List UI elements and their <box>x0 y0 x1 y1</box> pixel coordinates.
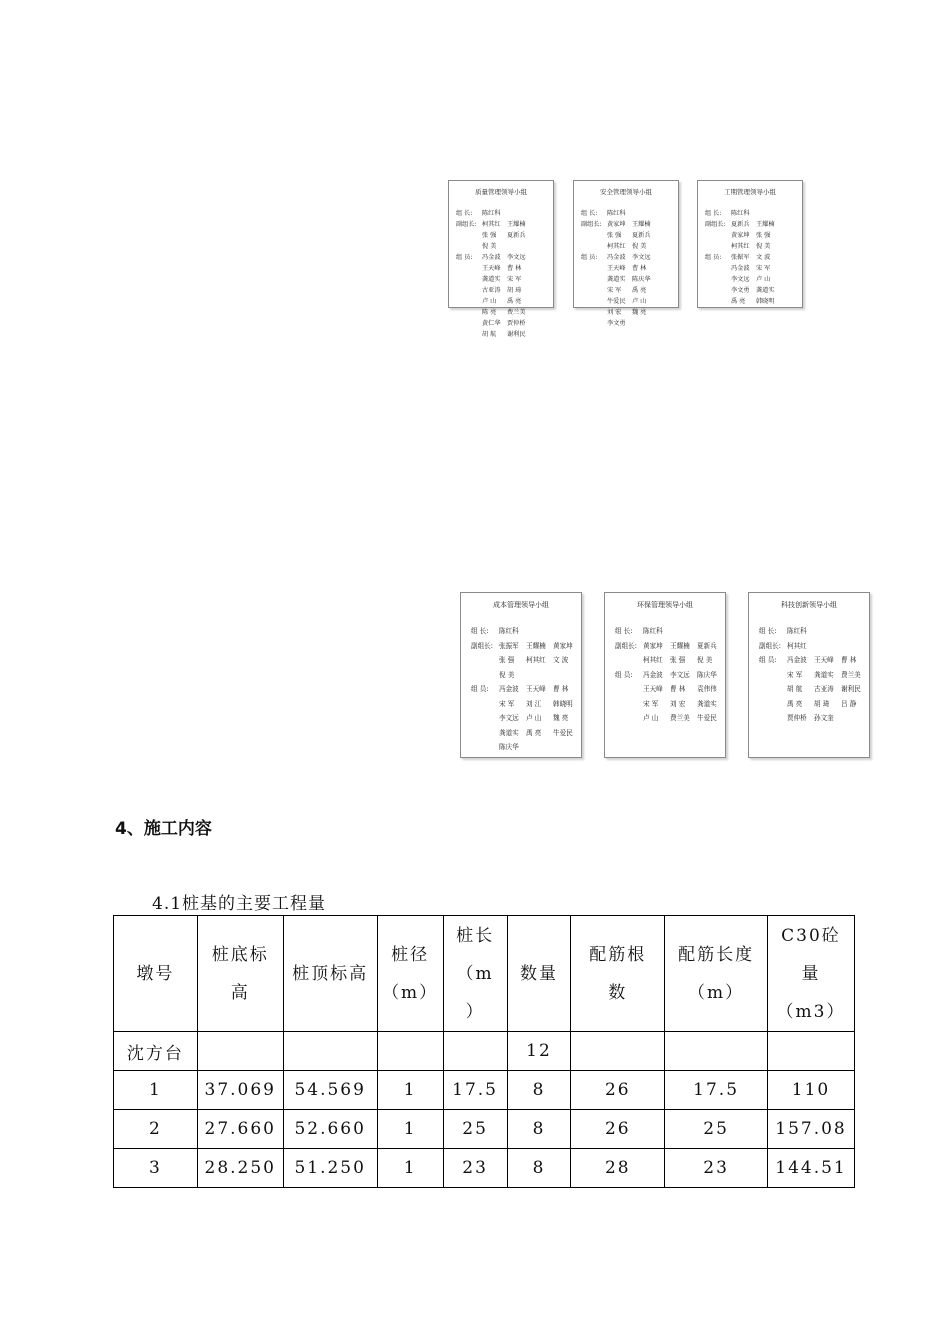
group-member-name: 张振军 <box>731 254 750 261</box>
group-role-row <box>698 208 802 219</box>
group-role-label: 组 长: <box>759 627 777 635</box>
group-member-name: 谢利民 <box>841 685 861 693</box>
header-line: 量 <box>801 963 821 984</box>
group-member-name: 李文勇 <box>607 320 626 327</box>
group-member-list <box>607 208 678 219</box>
group-role-row <box>574 208 678 219</box>
table-cell <box>377 1032 443 1071</box>
group-member-name: 张 强 <box>607 232 622 239</box>
table-row <box>114 1032 855 1071</box>
group-member-name: 柯其红 <box>607 243 626 250</box>
group-member-name: 陈庆华 <box>499 743 519 751</box>
group-member-name: 禹 亮 <box>526 728 542 737</box>
table-cell: 23 <box>665 1149 768 1188</box>
group-member-name: 贾仲桥 <box>507 320 526 327</box>
group-member-name: 龚道实 <box>697 699 717 708</box>
table-header-row <box>114 916 855 1032</box>
group-member-name: 陈红科 <box>643 627 663 635</box>
group-member-name: 魏 亮 <box>553 714 569 722</box>
table-header-cell <box>283 916 377 1032</box>
table-cell: 54.569 <box>283 1071 377 1110</box>
group-member-name: 王耀楠 <box>507 221 526 228</box>
table-header-cell <box>768 916 855 1032</box>
header-line: 桩顶标高 <box>292 963 369 984</box>
group-member-list <box>787 624 869 639</box>
group-member-name: 倪 美 <box>697 656 713 664</box>
group-member-name: 陈红科 <box>482 210 501 217</box>
group-member-name: 卢 山 <box>643 714 659 722</box>
group-member-name: 柯其红 <box>643 656 663 664</box>
table-cell: 1 <box>377 1149 443 1188</box>
group-member-name: 黄家坤 <box>553 641 573 650</box>
group-member-name: 卢 山 <box>756 276 771 283</box>
group-member-name: 龚道实 <box>482 276 501 283</box>
header-line: （m3） <box>776 1001 846 1022</box>
group-member-name: 韩晓明 <box>553 699 573 708</box>
group-role-row <box>449 208 553 219</box>
group-member-list <box>643 639 725 668</box>
group-member-name: 夏新兵 <box>697 641 717 650</box>
header-line: （m） <box>688 982 745 1003</box>
group-member-name: 王耀楠 <box>526 641 546 650</box>
group-member-name: 张 强 <box>756 232 771 239</box>
table-cell <box>571 1032 665 1071</box>
group-member-name: 牛爱民 <box>607 298 626 305</box>
group-member-name: 古亚涛 <box>814 685 834 693</box>
group-member-name: 冯金波 <box>643 670 663 679</box>
group-member-name: 王耀楠 <box>632 221 651 228</box>
group-member-name: 龚道实 <box>814 670 834 679</box>
table-cell: 26 <box>571 1071 665 1110</box>
group-member-name: 王耀楠 <box>756 221 775 228</box>
group-member-name: 柯其红 <box>482 221 501 228</box>
group-member-name: 王天峰 <box>814 656 834 664</box>
group-member-name: 柯其红 <box>731 243 750 250</box>
table-cell: 1 <box>377 1110 443 1149</box>
group-member-name: 李文远 <box>731 276 750 283</box>
group-member-name: 李文远 <box>499 714 519 722</box>
group-member-name: 冯金波 <box>787 656 807 664</box>
group-member-name: 牛爱民 <box>697 714 717 722</box>
header-line: 配筋长度 <box>678 944 755 965</box>
group-member-list <box>643 668 725 726</box>
group-member-name: 牛爱民 <box>553 728 573 737</box>
table-header-cell <box>665 916 768 1032</box>
group-member-name: 陈红科 <box>731 210 750 217</box>
group-member-name: 谢利民 <box>507 331 526 338</box>
group-role-row <box>749 639 869 654</box>
group-member-name: 黄家坤 <box>643 641 663 650</box>
header-line: 数 <box>608 982 628 1003</box>
table-cell: 1 <box>377 1071 443 1110</box>
group-member-name: 胡 琦 <box>814 699 830 708</box>
table-cell: 27.660 <box>197 1110 283 1149</box>
group-member-name: 倪 美 <box>632 243 647 250</box>
group-role-row <box>698 219 802 252</box>
header-line: 桩底标 <box>211 944 269 965</box>
table-cell: 144.51 <box>768 1149 855 1188</box>
header-line: C30砼 <box>781 925 841 946</box>
group-role-row <box>605 624 725 639</box>
group-member-name: 孙文奎 <box>814 714 834 722</box>
header-line: 墩号 <box>136 963 175 984</box>
group-member-name: 陈红科 <box>607 210 626 217</box>
header-line: 高 <box>230 982 250 1003</box>
group-role-label: 组 员: <box>456 254 473 261</box>
group-member-name: 张振军 <box>499 641 519 650</box>
group-member-name: 陈庆华 <box>697 670 717 679</box>
table-header-cell <box>114 916 198 1032</box>
group-member-name: 曹 林 <box>553 685 569 693</box>
group-member-list <box>482 208 553 219</box>
table-header-cell <box>571 916 665 1032</box>
table-cell: 2 <box>114 1110 198 1149</box>
group-member-name: 宋 军 <box>507 276 522 283</box>
group-member-list <box>787 639 869 654</box>
group-member-name: 李文勇 <box>731 287 750 294</box>
group-member-name: 王天峰 <box>482 265 501 272</box>
group-member-name: 夏新兵 <box>731 221 750 228</box>
table-header-cell <box>507 916 571 1032</box>
group-member-list <box>607 252 678 329</box>
safety-group-box <box>573 180 679 327</box>
group-role-label: 组 长: <box>705 210 722 217</box>
table-cell: 23 <box>443 1149 507 1188</box>
group-role-label: 副组长: <box>705 221 726 228</box>
group-member-name: 卢 山 <box>526 714 542 722</box>
group-member-list <box>607 219 678 252</box>
table-cell: 28 <box>571 1149 665 1188</box>
group-role-label: 组 员: <box>471 685 489 693</box>
table-cell: 51.250 <box>283 1149 377 1188</box>
group-member-list <box>499 624 581 639</box>
group-member-name: 费兰美 <box>670 714 690 722</box>
group-member-name: 李文远 <box>670 670 690 679</box>
group-member-name: 张 强 <box>499 656 515 664</box>
header-line: 数量 <box>519 963 558 984</box>
group-role-row <box>461 624 581 639</box>
group-member-list <box>499 682 581 755</box>
pile-quantity-table <box>113 915 855 1188</box>
group-role-label: 副组长: <box>759 641 782 650</box>
table-cell: 25 <box>665 1110 768 1149</box>
group-member-name: 黄仁华 <box>482 320 501 327</box>
group-member-name: 柯其红 <box>787 641 807 650</box>
group-member-name: 文 波 <box>553 656 569 664</box>
group-member-name: 冯金波 <box>499 685 519 693</box>
group-role-row <box>749 624 869 639</box>
group-member-name: 龚道实 <box>499 728 519 737</box>
group-member-name: 陈红科 <box>499 627 519 635</box>
group-member-name: 费兰美 <box>841 670 861 679</box>
group-member-name: 李文远 <box>507 254 526 261</box>
table-cell <box>197 1032 283 1071</box>
group-member-name: 陈庆华 <box>632 276 651 283</box>
table-cell <box>768 1032 855 1071</box>
group-member-name: 费兰美 <box>507 309 526 316</box>
group-member-list <box>482 219 553 252</box>
table-cell: 沈方台 <box>114 1032 198 1071</box>
group-role-row <box>574 252 678 329</box>
schedule-group-box <box>697 180 803 308</box>
group-member-name: 黄家坤 <box>607 221 626 228</box>
group-role-label: 组 长: <box>471 627 489 635</box>
group-member-name: 曹 林 <box>507 265 522 272</box>
table-header-cell <box>197 916 283 1032</box>
quality-group-box <box>448 180 554 338</box>
header-line: （m） <box>382 982 439 1003</box>
table-cell: 26 <box>571 1110 665 1149</box>
table-cell: 37.069 <box>197 1071 283 1110</box>
group-member-name: 柯其红 <box>526 656 546 664</box>
group-member-name: 夏新兵 <box>507 232 526 239</box>
group-member-name: 宋 军 <box>787 670 803 679</box>
group-role-label: 副组长: <box>615 641 638 650</box>
group-role-label: 组 员: <box>759 656 777 664</box>
group-member-name: 刘 宏 <box>670 699 686 708</box>
group-role-row <box>749 653 869 726</box>
group-member-list <box>731 219 802 252</box>
group-member-name: 宋 军 <box>643 699 659 708</box>
table-cell: 52.660 <box>283 1110 377 1149</box>
table-header-cell <box>377 916 443 1032</box>
group-member-name: 禹 亮 <box>731 298 746 305</box>
section-heading: 4、施工内容 <box>115 819 212 839</box>
group-member-name: 袁伟伟 <box>697 685 717 693</box>
group-member-name: 王天峰 <box>643 685 663 693</box>
header-line: 配筋根 <box>589 944 647 965</box>
group-role-label: 组 长: <box>456 210 473 217</box>
group-member-name: 冯金波 <box>731 265 750 272</box>
group-member-name: 胡 航 <box>482 331 497 338</box>
table-row <box>114 1110 855 1149</box>
group-member-name: 曹 林 <box>632 265 647 272</box>
group-member-name: 倪 美 <box>756 243 771 250</box>
group-role-label: 组 员: <box>705 254 722 261</box>
group-member-name: 黄家坤 <box>731 232 750 239</box>
group-role-row <box>605 668 725 726</box>
group-title: 质量管理领导小组 <box>475 188 527 196</box>
group-member-list <box>731 208 802 219</box>
group-member-name: 禹 亮 <box>507 298 522 305</box>
table-cell: 17.5 <box>443 1071 507 1110</box>
group-member-name: 胡 航 <box>787 685 803 693</box>
group-member-name: 龚道实 <box>756 287 775 294</box>
table-cell: 1 <box>114 1071 198 1110</box>
table-cell <box>443 1032 507 1071</box>
table-cell: 8 <box>507 1149 571 1188</box>
table-cell: 17.5 <box>665 1071 768 1110</box>
group-member-name: 韩晓明 <box>756 298 775 305</box>
group-member-name: 夏新兵 <box>632 232 651 239</box>
group-member-name: 吕 静 <box>841 699 857 708</box>
group-member-name: 李文远 <box>632 254 651 261</box>
table-cell <box>283 1032 377 1071</box>
group-member-name: 胡 琦 <box>507 287 522 294</box>
group-member-name: 王耀楠 <box>670 641 690 650</box>
group-member-name: 冯金波 <box>607 254 626 261</box>
group-member-name: 卢 山 <box>482 298 497 305</box>
group-member-name: 龚道实 <box>607 276 626 283</box>
group-member-name: 张 强 <box>482 232 497 239</box>
table-cell: 8 <box>507 1071 571 1110</box>
group-member-name: 刘 江 <box>526 699 542 708</box>
group-member-name: 冯金波 <box>482 254 501 261</box>
group-role-row <box>461 682 581 755</box>
group-member-list <box>643 624 725 639</box>
group-member-name: 王天峰 <box>607 265 626 272</box>
group-title: 工期管理领导小组 <box>724 188 776 196</box>
group-member-name: 禹 亮 <box>632 287 647 294</box>
subsection-heading: 4.1桩基的主要工程量 <box>152 894 327 914</box>
table-cell: 8 <box>507 1110 571 1149</box>
group-role-label: 副组长: <box>581 221 602 228</box>
group-role-label: 副组长: <box>456 221 477 228</box>
group-role-row <box>461 639 581 683</box>
group-member-name: 禹 亮 <box>787 699 803 708</box>
group-member-name: 古亚涛 <box>482 287 501 294</box>
header-line: （m <box>456 963 494 984</box>
group-title: 环保管理领导小组 <box>637 601 693 609</box>
group-role-label: 组 员: <box>581 254 598 261</box>
group-member-name: 倪 美 <box>482 243 497 250</box>
environment-group-box <box>604 592 726 758</box>
table-cell: 12 <box>507 1032 571 1071</box>
group-member-name: 文 波 <box>756 254 771 261</box>
group-role-label: 副组长: <box>471 641 494 650</box>
group-role-label: 组 员: <box>615 670 633 679</box>
group-role-row <box>698 252 802 307</box>
group-role-row <box>449 219 553 252</box>
group-member-list <box>731 252 802 307</box>
group-member-name: 宋 军 <box>499 699 515 708</box>
group-member-name: 魏 亮 <box>632 309 647 316</box>
table-cell: 157.08 <box>768 1110 855 1149</box>
group-member-name: 曹 林 <box>670 685 686 693</box>
group-member-name: 曹 林 <box>841 656 857 664</box>
group-member-name: 张 强 <box>670 656 686 664</box>
table-row <box>114 1071 855 1110</box>
cost-group-box <box>460 592 582 758</box>
group-member-name: 宋 军 <box>756 265 771 272</box>
group-member-list <box>482 252 553 340</box>
group-member-name: 刘 宏 <box>607 309 622 316</box>
table-cell <box>665 1032 768 1071</box>
header-line: 桩长 <box>456 925 495 946</box>
header-line: 桩径 <box>391 944 430 965</box>
table-cell: 25 <box>443 1110 507 1149</box>
group-member-name: 王天峰 <box>526 685 546 693</box>
group-title: 成本管理领导小组 <box>493 601 549 609</box>
table-cell: 110 <box>768 1071 855 1110</box>
table-header-cell <box>443 916 507 1032</box>
table-cell: 28.250 <box>197 1149 283 1188</box>
group-member-name: 陈 亮 <box>482 309 497 316</box>
group-member-name: 陈红科 <box>787 627 807 635</box>
group-role-row <box>449 252 553 340</box>
group-title: 科技创新领导小组 <box>781 601 837 609</box>
group-member-name: 卢 山 <box>632 298 647 305</box>
group-member-name: 贾仲桥 <box>787 714 807 722</box>
group-member-list <box>787 653 869 726</box>
group-member-list <box>499 639 581 683</box>
group-member-name: 宋 军 <box>607 287 622 294</box>
innovation-group-box <box>748 592 870 758</box>
group-role-row <box>605 639 725 668</box>
group-role-row <box>574 219 678 252</box>
group-role-label: 组 长: <box>581 210 598 217</box>
table-cell: 3 <box>114 1149 198 1188</box>
header-line: ） <box>465 1001 485 1022</box>
group-member-name: 倪 美 <box>499 670 515 679</box>
group-role-label: 组 长: <box>615 627 633 635</box>
table-row <box>114 1149 855 1188</box>
group-title: 安全管理领导小组 <box>600 188 652 196</box>
